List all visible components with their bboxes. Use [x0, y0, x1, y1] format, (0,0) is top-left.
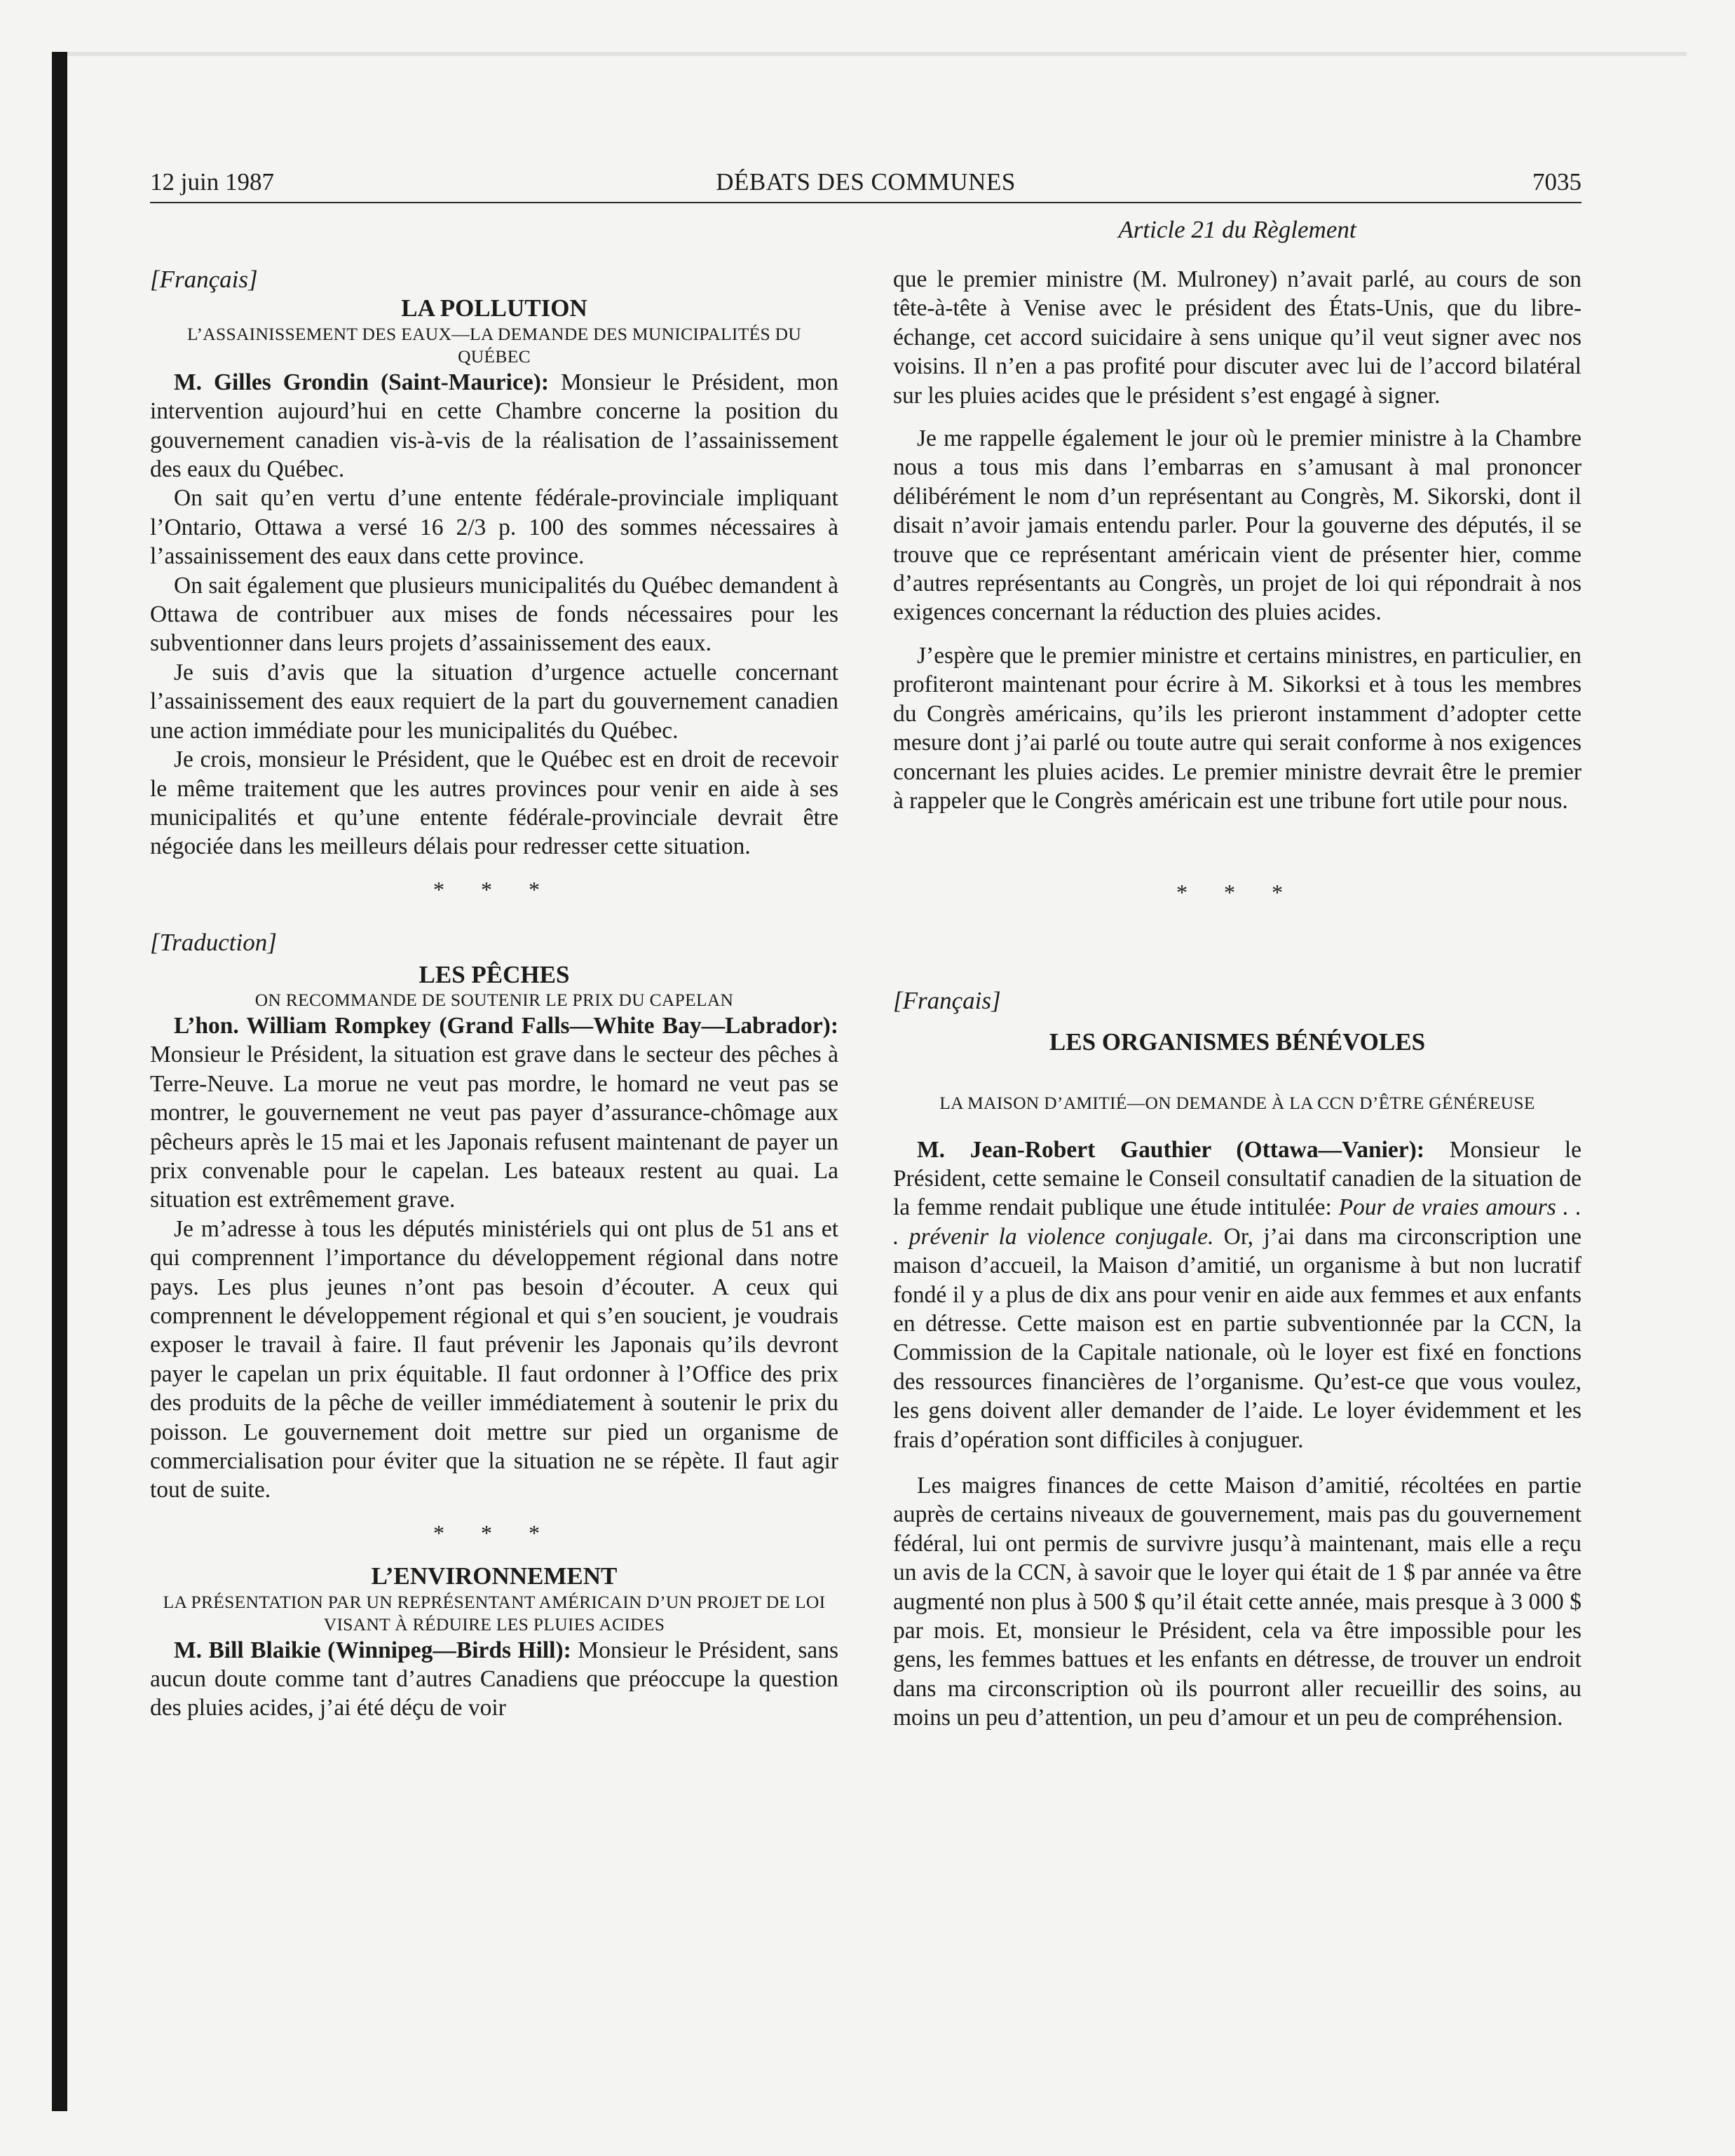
paragraph	[150, 1011, 838, 1215]
paragraph-text: Monsieur le Président, mon intervention aujourd’hui en cette Chambre concerne la position du gouvernement canadien vis-à-vis de la réalisation de l’assainissement des eaux du Québec.	[150, 369, 838, 483]
left-column	[150, 265, 838, 1723]
section-heading: LES PÊCHES	[419, 960, 570, 988]
speaker-name: M. Jean-Robert Gauthier (Ottawa—Vanier):	[917, 1136, 1424, 1163]
paragraph-text: Monsieur le Président, la situation est grave dans le secteur des pêches à Terre-Neuve. La morue ne veut pas mordre, le homard ne veut pas se montrer, le gouvernement ne veut pas payer d’assurance-chômage aux pêcheurs après le 15 mai et les Japonais refusent maintenant de payer un prix convenable pour le capelan. Les bateaux restent au quai. La situation est extrêmement grave.	[150, 1042, 838, 1213]
page	[150, 0, 1581, 2156]
study-title: Pour de vraies amours . . . prévenir la violence conjugale.	[893, 1194, 1581, 1250]
speaker-name: L’hon. William Rompkey (Grand Falls—White Bay—Labrador):	[174, 1012, 838, 1039]
header-date: 12 juin 1987	[150, 168, 274, 196]
paragraph	[150, 1636, 838, 1723]
paragraph	[893, 1135, 1581, 1454]
section-rubric: Article 21 du Règlement	[1118, 216, 1356, 243]
paragraph-text: Monsieur le Président, sans aucun doute comme tant d’autres Canadiens que préoccupe la question des pluies acides, j’ai été déçu de voir	[150, 1637, 839, 1721]
section-heading: L’ENVIRONNEMENT	[371, 1562, 618, 1590]
section-subheading: ON RECOMMANDE DE SOUTENIR LE PRIX DU CAPELAN	[254, 989, 734, 1010]
section-heading: LES ORGANISMES BÉNÉVOLES	[1049, 1028, 1426, 1056]
paragraph: Je m’adresse à tous les députés ministériels qui ont plus de 51 ans et qui comprennent l’importance du développement régional dans notre pays. Les plus jeunes n’ont pas besoin d’écouter. A ceux qui comprennent le développement régional et qui s’en soucient, je voudrais exposer le travail à faire. Il faut prévenir les Japonais qu’ils devront payer le capelan un prix équitable. Il faut ordonner à l’Office des prix des produits de la pêche de veiller immédiatement à soutenir le prix du poisson. Le gouvernement doit mettre sur pied un organisme de commercialisation pour éviter que la situation ne se répète. Il faut agir tout de suite.	[150, 1215, 838, 1503]
section-separator: * * *	[433, 1520, 555, 1546]
paragraph: que le premier ministre (M. Mulroney) n’avait parlé, au cours de son tête-à-tête à Venise avec le président des États-Unis, que du libre-échange, cet accord suicidaire à sens unique qu’il veut signer avec nos voisins. Il n’en a pas profité pour discuter avec lui de l’accord bilatéral sur les pluies acides que le président s’est engagé à signer.	[893, 266, 1581, 409]
paragraph-text: Or, j’ai dans ma circonscription une maison d’accueil, la Maison d’amitié, un organisme à but non lucratif fondé il y a plus de dix ans pour venir en aide aux femmes et aux enfants en détresse. Cette maison est en partie subventionnée par la CCN, la Commission de la Capitale nationale, où le loyer est fixé en fonctions des ressources financières de l’organisme. Qu’est-ce que vous voulez, les gens doivent aller demander de l’aide. Le loyer évidemment et les frais d’opération sont difficiles à conjuguer.	[893, 1223, 1581, 1453]
section-subheading: LA PRÉSENTATION PAR UN REPRÉSENTANT AMÉRICAIN D’UN PROJET DE LOI VISANT À RÉDUIRE LES PLUIES ACIDES	[163, 1591, 826, 1635]
running-header	[150, 168, 1581, 203]
paragraph: Les maigres finances de cette Maison d’amitié, récoltées en partie auprès de certains niveaux de gouvernement, mais pas du gouvernement fédéral, lui ont permis de survivre jusqu’à maintenant, mais elle a reçu un avis de la CCN, à savoir que le loyer qui était de 1 $ par année va être augmenté non plus à 500 $ qu’il était cette année, mais presque à 3 000 $ par mois. Et, monsieur le Président, cela va être impossible pour les gens, les femmes battues et les enfants en détresse, de trouver un endroit dans ma circonscription où ils pourront aller recueillir des soins, au moins un peu d’attention, un peu d’amour et un peu de compréhension.	[893, 1473, 1581, 1731]
paragraph: Je me rappelle également le jour où le premier ministre à la Chambre nous a tous mis dans l’embarras en s’amusant à mal prononcer délibérément le nom d’un représentant au Congrès, M. Sikorski, dont il disait n’avoir jamais entendu parler. Pour la gouverne des députés, il se trouve que ce représentant américain vient de présenter hier, comme d’autres représentants au Congrès, un projet de loi qui répondrait à nos exigences concernant la réduction des pluies acides.	[893, 425, 1581, 626]
language-note: [Français]	[150, 266, 258, 293]
scan-edge	[52, 52, 67, 2111]
header-title: DÉBATS DES COMMUNES	[716, 168, 1016, 196]
paragraph: On sait également que plusieurs municipalités du Québec demandent à Ottawa de contribuer aux mises de fonds nécessaires pour les subventionner dans leurs projets d’assainissement des eaux.	[150, 572, 838, 657]
section-separator: * * *	[433, 876, 555, 902]
paragraph: Je crois, monsieur le Président, que le Québec est en droit de recevoir le même traitement que les autres provinces pour venir en aide à ses municipalités et qu’une entente fédérale-provinciale devrait être négociée dans les meilleurs délais pour redresser cette situation.	[150, 746, 838, 860]
paragraph	[150, 368, 838, 484]
section-subheading: LA MAISON D’AMITIÉ—ON DEMANDE À LA CCN D’ÊTRE GÉNÉREUSE	[939, 1092, 1535, 1113]
section-subheading: L’ASSAINISSEMENT DES EAUX—LA DEMANDE DES MUNICIPALITÉS DU QUÉBEC	[186, 323, 802, 367]
section-separator: * * *	[1176, 880, 1298, 906]
page-number: 7035	[1532, 168, 1581, 196]
right-column	[893, 265, 1581, 1733]
paragraph: Je suis d’avis que la situation d’urgence actuelle concernant l’assainissement des eaux requiert de la part du gouvernement canadien une action immédiate pour les municipalités du Québec.	[150, 659, 838, 744]
language-note: [Traduction]	[150, 929, 277, 957]
paragraph: On sait qu’en vertu d’une entente fédérale-provinciale impliquant l’Ontario, Ottawa a versé 16 2/3 p. 100 des sommes nécessaires à l’assainissement des eaux dans cette province.	[150, 485, 838, 570]
section-heading: LA POLLUTION	[401, 294, 587, 322]
paragraph: J’espère que le premier ministre et certains ministres, en particulier, en profiteront maintenant pour écrire à M. Sikorksi et à tous les membres du Congrès américains, qu’ils les prieront instamment d’adopter cette mesure dont j’ai parlé ou toute autre qui serait conforme à nos exigences concernant les pluies acides. Le premier ministre devrait être le premier à rappeler que le Congrès américain est une tribune fort utile pour nous.	[893, 642, 1581, 814]
speaker-name: M. Bill Blaikie (Winnipeg—Birds Hill):	[174, 1637, 571, 1663]
language-note: [Français]	[893, 986, 1001, 1014]
paragraph-text: Monsieur le Président, cette semaine le Conseil consultatif canadien de la situation de la femme rendait publique une étude intitulée:	[893, 1136, 1581, 1221]
speaker-name: M. Gilles Grondin (Saint-Maurice):	[174, 369, 550, 395]
